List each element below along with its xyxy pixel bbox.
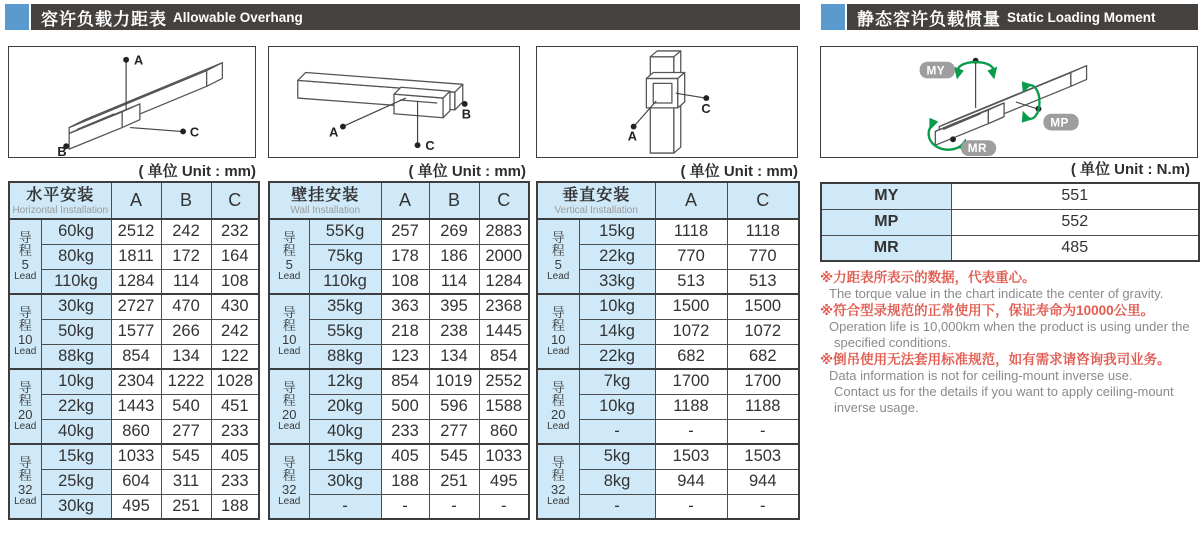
left-accent-square: [5, 4, 29, 30]
value-cell: 596: [429, 394, 479, 419]
marker-b: [462, 101, 471, 122]
note-zh-1: ※符合型录规范的正常使用下，保证寿命为10000公里。: [820, 303, 1155, 318]
lead-group-32: [269, 444, 529, 519]
load-cell: 35kg: [309, 294, 381, 319]
value-cell: 164: [211, 244, 259, 269]
value-cell: 1500: [727, 294, 799, 319]
note-en-0-0: The torque value in the chart indicate the center of gravity.: [829, 286, 1164, 301]
value-cell: 233: [211, 469, 259, 494]
moment-label: MY: [821, 183, 951, 209]
unit-label-moment: ( 单位 Unit : N.m): [1070, 161, 1190, 178]
value-cell: 545: [161, 444, 211, 469]
column-header-c: C: [211, 182, 259, 219]
lead-cell-32: 导 程 32 Lead: [537, 444, 579, 519]
lead-cell-32: 导 程 32 Lead: [9, 444, 41, 519]
value-cell: 1577: [111, 319, 161, 344]
load-cell: 40kg: [41, 419, 111, 444]
lead-cell-20: 导 程 20 Lead: [537, 369, 579, 444]
moment-table-host: [820, 182, 1200, 262]
value-cell: 134: [161, 344, 211, 369]
value-cell: 545: [429, 444, 479, 469]
value-cell: 1118: [727, 219, 799, 244]
table-title-zh: 水平安装: [26, 186, 95, 204]
moment-my: [920, 58, 998, 108]
table-row: [537, 444, 799, 469]
table-row: [9, 244, 259, 269]
value-cell: -: [655, 494, 727, 519]
value-cell: 108: [211, 269, 259, 294]
column-header-c: C: [479, 182, 529, 219]
value-cell: 604: [111, 469, 161, 494]
wall-rail-drawing: [269, 47, 519, 157]
moment-row: [821, 235, 1199, 261]
rail-body: [298, 73, 463, 118]
lead-group-5: [537, 219, 799, 294]
value-cell: 186: [429, 244, 479, 269]
note-en-2-1: Contact us for the details if you want to apply ceiling-mount: [834, 384, 1174, 399]
value-cell: -: [429, 494, 479, 519]
value-cell: 266: [161, 319, 211, 344]
value-cell: 311: [161, 469, 211, 494]
marker-c: [130, 124, 199, 139]
value-cell: 500: [381, 394, 429, 419]
load-cell: 20kg: [309, 394, 381, 419]
load-cell: 7kg: [579, 369, 655, 394]
marker-b: [57, 143, 69, 157]
load-cell: 110kg: [41, 269, 111, 294]
moment-label: MP: [821, 209, 951, 235]
lead-cell-10: 导 程 10 Lead: [537, 294, 579, 369]
rail-body: [646, 51, 684, 153]
lead-group-32: [537, 444, 799, 519]
value-cell: 1188: [727, 394, 799, 419]
value-cell: 451: [211, 394, 259, 419]
table-title-en: Horizontal Installation: [12, 204, 109, 216]
value-cell: 277: [429, 419, 479, 444]
svg-text:C: C: [701, 100, 711, 116]
value-cell: 770: [655, 244, 727, 269]
value-cell: 242: [161, 219, 211, 244]
lead-group-20: [269, 369, 529, 444]
value-cell: 854: [381, 369, 429, 394]
left-header-title-zh: 容许负载力距表: [41, 9, 167, 29]
table-title: [9, 182, 111, 219]
note-zh-2: ※倒吊使用无法套用标准规范，如有需求请咨询我司业务。: [820, 352, 1171, 367]
load-cell: 50kg: [41, 319, 111, 344]
left-section-header: [31, 4, 800, 30]
table-row: [9, 269, 259, 294]
moment-diagram: [820, 46, 1198, 158]
value-cell: 188: [211, 494, 259, 519]
table-row: [537, 219, 799, 244]
load-cell: 15kg: [309, 444, 381, 469]
value-cell: 1072: [655, 319, 727, 344]
note-en-2-0: Data information is not for ceiling-mount inverse use.: [829, 368, 1133, 383]
value-cell: 1188: [655, 394, 727, 419]
load-cell: 10kg: [579, 294, 655, 319]
svg-text:B: B: [461, 106, 471, 122]
value-cell: 1700: [655, 369, 727, 394]
load-cell: -: [309, 494, 381, 519]
svg-text:C: C: [425, 138, 435, 154]
value-cell: 251: [161, 494, 211, 519]
load-table-0: [8, 181, 260, 520]
load-cell: 8kg: [579, 469, 655, 494]
horizontal-installation-diagram: [8, 46, 256, 158]
value-cell: 232: [211, 219, 259, 244]
vertical-rail-drawing: [537, 47, 797, 157]
value-cell: -: [655, 419, 727, 444]
value-cell: 854: [479, 344, 529, 369]
load-cell: 15kg: [579, 219, 655, 244]
svg-text:C: C: [189, 124, 200, 140]
wall-installation-diagram: [268, 46, 520, 158]
lead-group-10: [9, 294, 259, 369]
value-cell: 405: [381, 444, 429, 469]
value-cell: 1500: [655, 294, 727, 319]
svg-text:A: A: [133, 52, 144, 68]
moment-row: [821, 183, 1199, 209]
moment-value: 485: [951, 235, 1199, 261]
value-cell: 1033: [111, 444, 161, 469]
table-row: [269, 444, 529, 469]
value-cell: 770: [727, 244, 799, 269]
load-cell: 60kg: [41, 219, 111, 244]
value-cell: 218: [381, 319, 429, 344]
table-title-en: Wall Installation: [290, 204, 361, 216]
unit-label-vertical: ( 单位 Unit : mm): [680, 163, 798, 180]
value-cell: 1443: [111, 394, 161, 419]
value-cell: 1118: [655, 219, 727, 244]
horizontal-rail-drawing: [9, 47, 255, 157]
column-header-b: B: [429, 182, 479, 219]
table-horizontal-installation: [8, 181, 260, 520]
value-cell: 395: [429, 294, 479, 319]
lead-cell-10: 导 程 10 Lead: [9, 294, 41, 369]
moment-label: MR: [821, 235, 951, 261]
value-cell: 108: [381, 269, 429, 294]
svg-text:MR: MR: [967, 142, 988, 156]
notes-block: [820, 269, 1200, 416]
moment-row: [821, 209, 1199, 235]
lead-cell-20: 导 程 20 Lead: [9, 369, 41, 444]
table-row: [9, 469, 259, 494]
value-cell: 495: [479, 469, 529, 494]
value-cell: 1028: [211, 369, 259, 394]
load-cell: 14kg: [579, 319, 655, 344]
svg-text:MP: MP: [1050, 116, 1069, 130]
column-header-b: B: [161, 182, 211, 219]
table-row: [537, 369, 799, 394]
moment-value: 551: [951, 183, 1199, 209]
table-row: [269, 294, 529, 319]
value-cell: 944: [727, 469, 799, 494]
load-cell: 33kg: [579, 269, 655, 294]
value-cell: -: [381, 494, 429, 519]
svg-text:A: A: [627, 128, 637, 144]
value-cell: 277: [161, 419, 211, 444]
load-cell: 110kg: [309, 269, 381, 294]
svg-text:B: B: [57, 144, 67, 157]
load-cell: 25kg: [41, 469, 111, 494]
value-cell: 854: [111, 344, 161, 369]
value-cell: 251: [429, 469, 479, 494]
table-row: [9, 444, 259, 469]
load-cell: 55Kg: [309, 219, 381, 244]
lead-cell-5: 导 程 5 Lead: [269, 219, 309, 294]
table-row: [9, 294, 259, 319]
table-title: [269, 182, 381, 219]
value-cell: 540: [161, 394, 211, 419]
value-cell: 495: [111, 494, 161, 519]
value-cell: 944: [655, 469, 727, 494]
value-cell: 188: [381, 469, 429, 494]
value-cell: 269: [429, 219, 479, 244]
value-cell: 2883: [479, 219, 529, 244]
value-cell: 2368: [479, 294, 529, 319]
value-cell: 122: [211, 344, 259, 369]
table-row: [9, 394, 259, 419]
value-cell: 470: [161, 294, 211, 319]
unit-label-horizontal: ( 单位 Unit : mm): [138, 163, 256, 180]
value-cell: 233: [381, 419, 429, 444]
load-cell: 40kg: [309, 419, 381, 444]
value-cell: 178: [381, 244, 429, 269]
value-cell: 242: [211, 319, 259, 344]
load-cell: 88kg: [41, 344, 111, 369]
value-cell: 1033: [479, 444, 529, 469]
lead-group-20: [537, 369, 799, 444]
value-cell: 2727: [111, 294, 161, 319]
value-cell: 2552: [479, 369, 529, 394]
lead-cell-5: 导 程 5 Lead: [9, 219, 41, 294]
note-en-1-1: specified conditions.: [834, 335, 952, 350]
value-cell: 1284: [111, 269, 161, 294]
load-cell: 22kg: [41, 394, 111, 419]
lead-group-20: [9, 369, 259, 444]
left-header-title-en: Allowable Overhang: [173, 9, 303, 25]
table-vertical-installation: [536, 181, 800, 520]
table-row: [9, 344, 259, 369]
value-cell: 114: [429, 269, 479, 294]
load-cell: 22kg: [579, 344, 655, 369]
moment-rail-drawing: [821, 47, 1197, 157]
value-cell: 257: [381, 219, 429, 244]
value-cell: 1445: [479, 319, 529, 344]
svg-text:MY: MY: [926, 64, 946, 78]
table-row: [9, 419, 259, 444]
load-cell: 80kg: [41, 244, 111, 269]
value-cell: 2000: [479, 244, 529, 269]
value-cell: 233: [211, 419, 259, 444]
value-cell: 123: [381, 344, 429, 369]
table-row: [9, 319, 259, 344]
table-row: [9, 369, 259, 394]
load-table-1: [268, 181, 530, 520]
static-loading-moment-table: [820, 182, 1200, 262]
lead-cell-10: 导 程 10 Lead: [269, 294, 309, 369]
table-title-zh: 垂直安装: [562, 186, 631, 204]
value-cell: 1284: [479, 269, 529, 294]
table-title-en: Vertical Installation: [554, 204, 638, 216]
load-cell: 15kg: [41, 444, 111, 469]
table-title-zh: 壁挂安装: [291, 186, 360, 204]
vertical-installation-diagram: [536, 46, 798, 158]
value-cell: -: [727, 419, 799, 444]
value-cell: 1700: [727, 369, 799, 394]
value-cell: 860: [111, 419, 161, 444]
lead-cell-32: 导 程 32 Lead: [269, 444, 309, 519]
value-cell: 682: [727, 344, 799, 369]
value-cell: -: [479, 494, 529, 519]
load-cell: 22kg: [579, 244, 655, 269]
load-table-2: [536, 181, 800, 520]
value-cell: 682: [655, 344, 727, 369]
table-wall-installation: [268, 181, 530, 520]
value-cell: 2512: [111, 219, 161, 244]
value-cell: 1503: [655, 444, 727, 469]
table-row: [269, 369, 529, 394]
load-cell: 10kg: [579, 394, 655, 419]
value-cell: 134: [429, 344, 479, 369]
moment-value: 552: [951, 209, 1199, 235]
lead-cell-20: 导 程 20 Lead: [269, 369, 309, 444]
load-cell: 10kg: [41, 369, 111, 394]
value-cell: 1072: [727, 319, 799, 344]
load-cell: 55kg: [309, 319, 381, 344]
svg-text:A: A: [329, 124, 339, 140]
table-row: [269, 219, 529, 244]
load-cell: -: [579, 494, 655, 519]
lead-group-32: [9, 444, 259, 519]
value-cell: 1588: [479, 394, 529, 419]
load-cell: 12kg: [309, 369, 381, 394]
value-cell: 1503: [727, 444, 799, 469]
value-cell: 363: [381, 294, 429, 319]
column-header-a: A: [381, 182, 429, 219]
load-cell: 30kg: [41, 494, 111, 519]
lead-group-10: [269, 294, 529, 369]
load-cell: 88kg: [309, 344, 381, 369]
load-cell: 30kg: [309, 469, 381, 494]
note-en-2-2: inverse usage.: [834, 400, 919, 415]
value-cell: 238: [429, 319, 479, 344]
value-cell: 1019: [429, 369, 479, 394]
table-row: [9, 219, 259, 244]
note-zh-0: ※力距表所表示的数据，代表重心。: [820, 270, 1036, 285]
unit-label-wall: ( 单位 Unit : mm): [408, 163, 526, 180]
value-cell: 1811: [111, 244, 161, 269]
value-cell: 2304: [111, 369, 161, 394]
table-row: [537, 294, 799, 319]
value-cell: 114: [161, 269, 211, 294]
lead-group-5: [9, 219, 259, 294]
right-header-title-zh: 静态容许负载惯量: [857, 9, 1001, 29]
value-cell: 430: [211, 294, 259, 319]
lead-cell-5: 导 程 5 Lead: [537, 219, 579, 294]
lead-group-5: [269, 219, 529, 294]
table-title: [537, 182, 655, 219]
right-header-title-en: Static Loading Moment: [1007, 9, 1156, 25]
column-header-c: C: [727, 182, 799, 219]
right-section-header: [847, 4, 1198, 30]
value-cell: 860: [479, 419, 529, 444]
lead-group-10: [537, 294, 799, 369]
value-cell: 1222: [161, 369, 211, 394]
value-cell: -: [727, 494, 799, 519]
value-cell: 513: [727, 269, 799, 294]
load-cell: 5kg: [579, 444, 655, 469]
value-cell: 405: [211, 444, 259, 469]
rail-body: [69, 63, 222, 149]
value-cell: 513: [655, 269, 727, 294]
load-cell: -: [579, 419, 655, 444]
load-cell: 30kg: [41, 294, 111, 319]
note-en-1-0: Operation life is 10,000km when the product is using under the: [829, 319, 1190, 334]
value-cell: 172: [161, 244, 211, 269]
column-header-a: A: [111, 182, 161, 219]
right-accent-square: [821, 4, 845, 30]
column-header-a: A: [655, 182, 727, 219]
table-row: [9, 494, 259, 519]
load-cell: 75kg: [309, 244, 381, 269]
